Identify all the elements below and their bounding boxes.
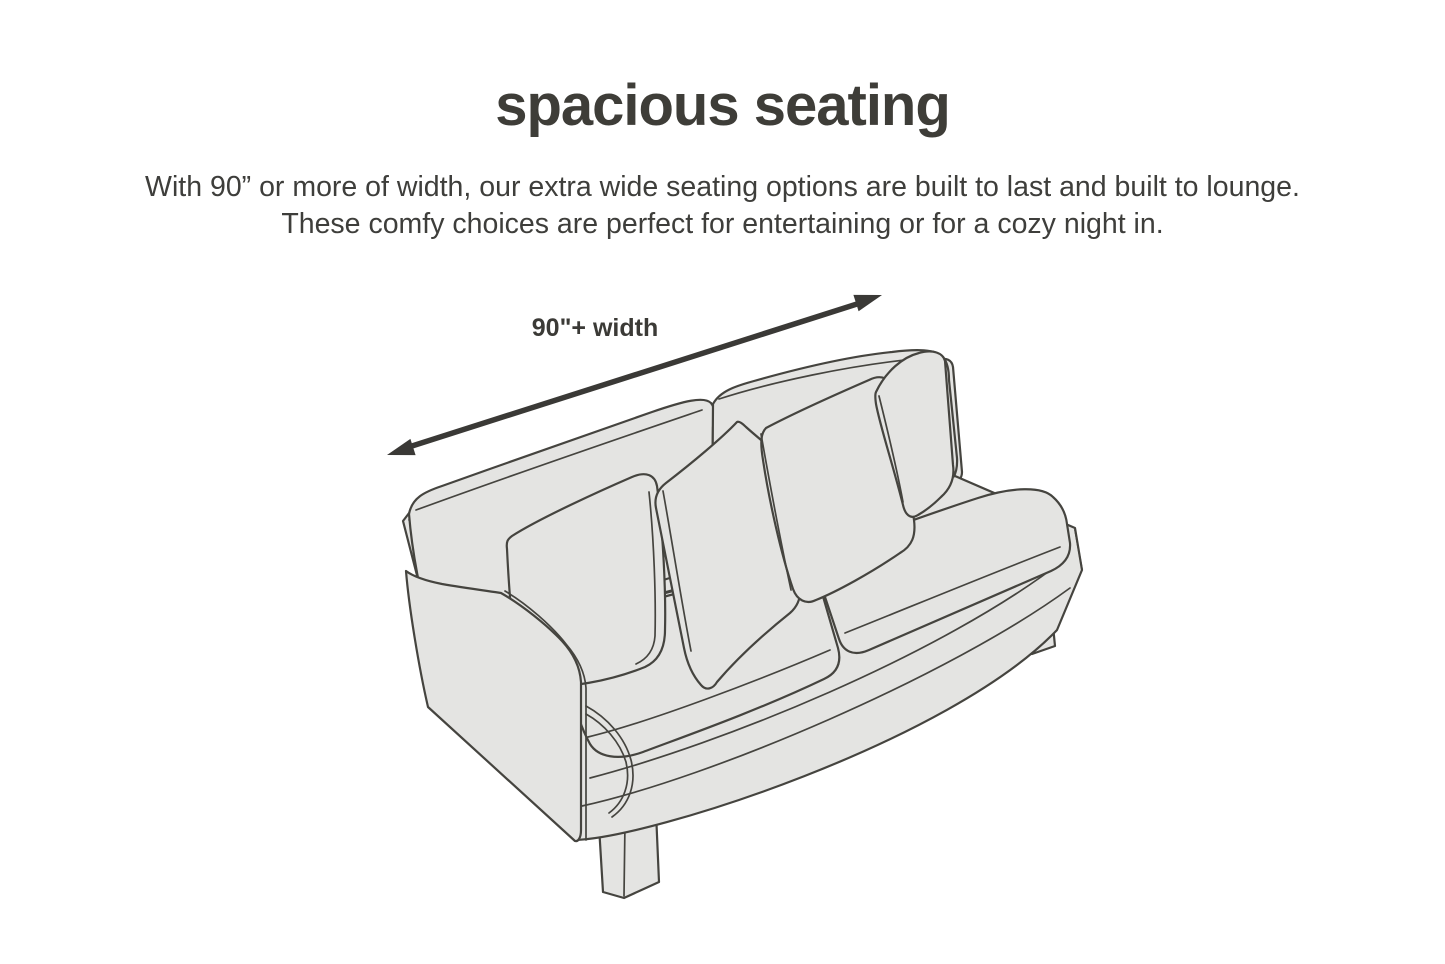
description-line-2: These comfy choices are perfect for entertaining or for a cozy night in. — [281, 208, 1164, 240]
arrow-head-right — [853, 295, 882, 311]
description-line-1: With 90” or more of width, our extra wide seating options are built to last and built to lounge. — [145, 171, 1300, 203]
dimension-label: 90"+ width — [531, 314, 659, 342]
arrow-head-left — [387, 439, 416, 455]
page-title: spacious seating — [495, 73, 950, 138]
sofa — [403, 350, 1082, 898]
